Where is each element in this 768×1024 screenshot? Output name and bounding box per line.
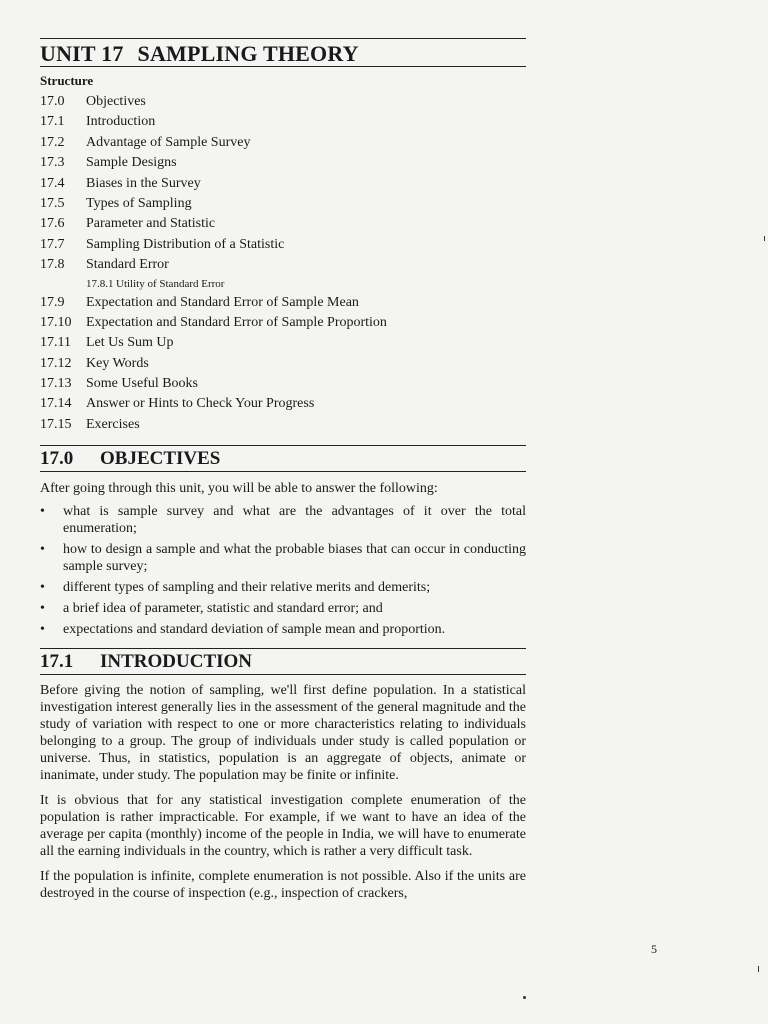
toc-number: 17.12 [40,355,72,371]
objective-text: what is sample survey and what are the advantages of it over the total enumeration; [63,504,526,537]
toc-item [40,333,526,353]
toc-number: 17.1 [40,114,65,130]
toc-label: Objectives [86,94,146,109]
toc-item [40,174,526,194]
objective-text: a brief idea of parameter, statistic and standard error; and [63,601,383,617]
objectives-list [40,503,526,638]
scan-speck [764,236,765,241]
toc-label: Key Words [86,355,149,371]
toc-number: 17.3 [40,155,65,171]
toc-item [40,394,526,414]
toc-label: Some Useful Books [86,376,198,392]
structure-heading: Structure [40,73,94,88]
objective-text: expectations and standard deviation of sample mean and proportion. [63,622,446,638]
toc-label: Biases in the Survey [86,175,201,191]
objective-text: different types of sampling and their relative merits and demerits; [63,580,431,596]
introduction-paragraph: It is obvious that for any statistical investigation complete enumeration of the population is rather impracticable. For example, if we want to have an idea of the average per capita (monthly) income of the people in India, we will have to enumerate all the earning individuals in the country, which is rather a very difficult task. [40,793,526,860]
section-title: OBJECTIVES [100,448,221,470]
toc-number: 17.4 [40,175,65,191]
toc-number: 17.2 [40,134,65,150]
scan-speck [758,966,759,972]
objective-item [40,621,526,638]
toc-number: 17.11 [40,335,71,351]
toc-label: Standard Error [86,257,169,273]
toc-number: 17.5 [40,195,65,211]
toc-label: Parameter and Statistic [86,216,216,232]
section-number: 17.0 [40,448,74,470]
section-number: 17.1 [40,651,74,673]
toc-label: Types of Sampling [86,195,192,211]
bullet-icon: • [40,542,45,558]
toc-subitem [40,276,526,293]
toc-label: Utility of Standard Error [116,277,225,290]
toc-number: 17.14 [40,396,72,412]
toc-item [40,255,526,275]
unit-name: SAMPLING THEORY [137,41,359,66]
toc-label: Let Us Sum Up [86,335,174,351]
toc-item [40,194,526,214]
toc-label: Exercises [86,416,140,432]
unit-number: UNIT 17 [40,41,124,66]
toc-label: Introduction [86,114,156,130]
toc-label: Advantage of Sample Survey [86,134,251,150]
toc-item [40,293,526,313]
page-number: 5 [651,942,657,956]
toc-number: 17.13 [40,376,72,392]
bullet-icon: • [40,580,45,596]
toc-number: 17.9 [40,294,65,310]
toc-item [40,133,526,153]
introduction-heading [40,648,526,675]
toc-number: 17.0 [40,94,65,109]
toc-label: Sampling Distribution of a Statistic [86,236,285,252]
introduction-paragraph: Before giving the notion of sampling, we'll first define population. In a statistical investigation interest generally lies in the assessment of the general magnitude and the study of variation with respect to one or more characteristics relating to individuals belonging to a group. The group of individuals under study is called population or universe. Thus, in statistics, population is an aggregate of objects, animate or inanimate, under study. The population may be finite or infinite. [40,683,526,784]
objectives-lead: After going through this unit, you will be able to answer the following: [40,481,438,497]
scan-speck [523,996,526,999]
bullet-icon: • [40,622,45,638]
toc-label: Answer or Hints to Check Your Progress [86,396,315,412]
toc-number: 17.15 [40,416,72,432]
section-title: INTRODUCTION [100,651,253,673]
toc-number: 17.6 [40,216,65,232]
bullet-icon: • [40,504,45,520]
objective-item [40,579,526,596]
toc-number: 17.8 [40,257,65,273]
toc-item [40,374,526,394]
toc-item [40,235,526,255]
toc-label: Expectation and Standard Error of Sample Mean [86,294,359,310]
introduction-paragraph: If the population is infinite, complete enumeration is not possible. Also if the units are destroyed in the course of inspection (e.g., inspection of crackers, [40,869,526,902]
toc-item [40,153,526,173]
objective-item [40,600,526,617]
bullet-icon: • [40,601,45,617]
toc-item [40,313,526,333]
unit-title [40,39,526,67]
toc-item [40,112,526,132]
toc-item [40,415,526,435]
toc-item [40,92,526,112]
toc-number: 17.10 [40,314,72,330]
toc-number: 17.7 [40,236,65,252]
objectives-heading [40,445,526,472]
objective-item [40,503,526,537]
toc-item [40,214,526,234]
toc-item [40,354,526,374]
objective-text: how to design a sample and what the probable biases that can occur in conducting sample survey; [63,542,526,575]
toc-number: 17.8.1 [86,277,114,290]
objective-item [40,541,526,575]
page-content [40,38,526,902]
structure-list [40,92,526,435]
toc-label: Sample Designs [86,155,177,171]
toc-label: Expectation and Standard Error of Sample Proportion [86,314,387,330]
